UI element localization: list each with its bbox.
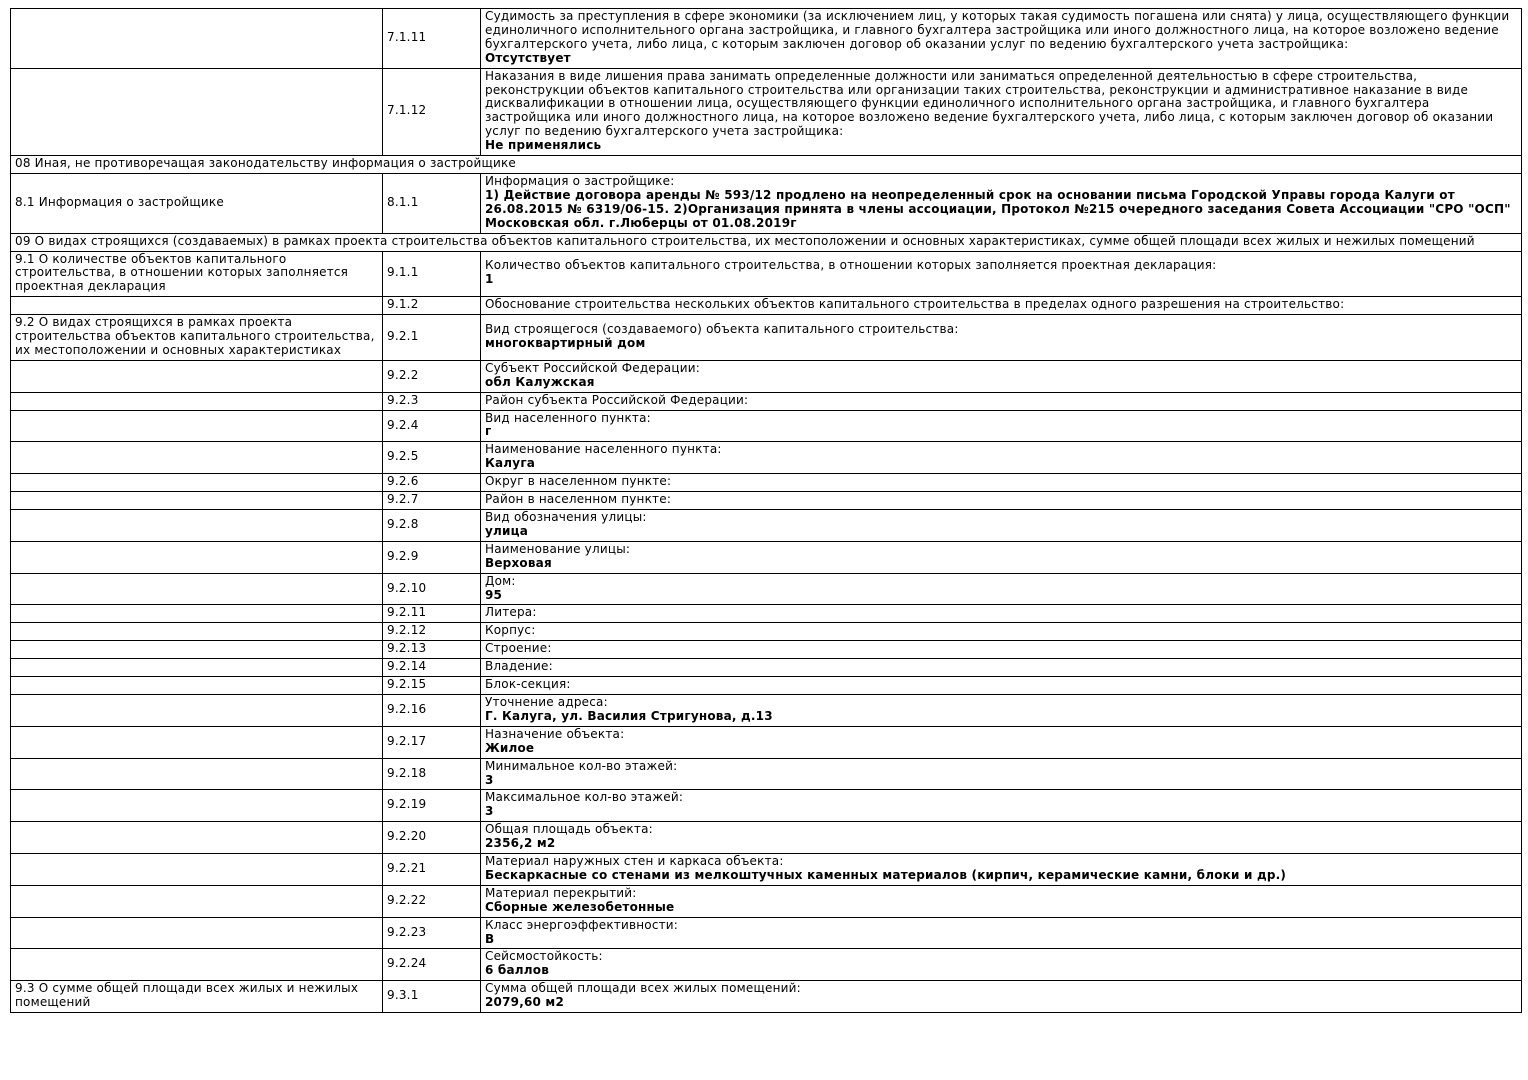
row-section-label [11, 949, 383, 981]
table-row [11, 659, 1522, 677]
table-row [11, 981, 1522, 1013]
row-content-cell [481, 623, 1522, 641]
row-item-code: 9.2.18 [383, 758, 481, 790]
row-content-cell [481, 677, 1522, 695]
row-content-cell [481, 9, 1522, 69]
field-value: 6 баллов [485, 963, 550, 978]
field-value: 1 [485, 272, 494, 287]
field-label: Сейсмостойкость: [485, 949, 603, 964]
table-row [11, 726, 1522, 758]
row-section-label [11, 68, 383, 155]
row-section-label [11, 822, 383, 854]
row-content-cell [481, 641, 1522, 659]
field-label: Материал наружных стен и каркаса объекта: [485, 854, 784, 869]
row-item-code: 9.2.15 [383, 677, 481, 695]
row-item-code: 9.2.1 [383, 315, 481, 361]
row-content-cell [481, 981, 1522, 1013]
row-item-code: 9.2.10 [383, 573, 481, 605]
section-header-row [11, 156, 1522, 174]
row-content-cell [481, 297, 1522, 315]
table-row [11, 297, 1522, 315]
field-label: Наказания в виде лишения права занимать определенные должности или заниматься определенной деятельностью в сфере строительства, реконструкции объектов капитального строительства или организации таких строительства, реконструкции и административное наказание в виде дисквалификации в отношении лица, осуществляющего функции единоличного исполнительного органа застройщика, и главного бухгалтера застройщика или иного должностного лица, на которое возложено ведение бухгалтерского учета, либо лица, с которым заключен договор об оказании услуг по ведению бухгалтерского учета застройщика: [485, 68, 1494, 139]
field-value: 3 [485, 772, 494, 787]
field-value: Не применялись [485, 138, 602, 153]
row-content-cell [481, 541, 1522, 573]
row-section-label [11, 623, 383, 641]
row-item-code: 9.2.21 [383, 854, 481, 886]
section-header-row [11, 233, 1522, 251]
section-header: 08 Иная, не противоречащая законодательству информация о застройщике [11, 156, 1522, 174]
field-label: Вид обозначения улицы: [485, 510, 647, 524]
field-value: 95 [485, 587, 503, 602]
table-row [11, 474, 1522, 492]
row-item-code: 7.1.12 [383, 68, 481, 155]
row-section-label [11, 885, 383, 917]
row-content-cell [481, 726, 1522, 758]
table-row [11, 641, 1522, 659]
field-label: Сумма общей площади всех жилых помещений: [485, 981, 801, 996]
row-item-code: 9.2.22 [383, 885, 481, 917]
row-item-code: 9.2.5 [383, 442, 481, 474]
row-item-code: 9.2.23 [383, 917, 481, 949]
row-content-cell [481, 474, 1522, 492]
field-value: 1) Действие договора аренды № 593/12 продлено на неопределенный срок на основании письма Городской Управы города Калуги от 26.08.2015 № 6319/06-15. 2)Организация принята в члены ассоциации, Протокол №215 очередного заседания Совета Ассоциации "СРО "ОСП" Московская обл. г.Люберцы от 01.08.2019г [485, 187, 1511, 230]
row-item-code: 9.2.11 [383, 605, 481, 623]
field-label: Количество объектов капитального строительства, в отношении которых заполняется проектная декларация: [485, 258, 1217, 273]
row-content-cell [481, 659, 1522, 677]
row-content-cell [481, 822, 1522, 854]
row-content-cell [481, 573, 1522, 605]
field-value: многоквартирный дом [485, 335, 646, 350]
row-item-code: 9.2.2 [383, 360, 481, 392]
row-section-label [11, 917, 383, 949]
field-label: Субъект Российской Федерации: [485, 360, 700, 375]
field-label: Назначение объекта: [485, 726, 625, 741]
table-row [11, 758, 1522, 790]
row-content-cell [481, 854, 1522, 886]
field-label: Литера: [485, 605, 537, 620]
row-content-cell [481, 410, 1522, 442]
row-item-code: 9.1.1 [383, 251, 481, 297]
row-item-code: 9.2.4 [383, 410, 481, 442]
row-item-code: 9.2.16 [383, 694, 481, 726]
row-section-label [11, 854, 383, 886]
field-label: Строение: [485, 641, 552, 656]
field-label: Уточнение адреса: [485, 694, 608, 709]
row-item-code: 9.3.1 [383, 981, 481, 1013]
field-value: 2356,2 м2 [485, 836, 556, 851]
field-value: Верховая [485, 555, 552, 570]
field-value: обл Калужская [485, 374, 595, 389]
row-item-code: 9.2.7 [383, 492, 481, 510]
table-row [11, 173, 1522, 233]
row-section-label: 9.3 О сумме общей площади всех жилых и нежилых помещений [11, 981, 383, 1013]
field-label: Район субъекта Российской Федерации: [485, 392, 749, 407]
table-row [11, 410, 1522, 442]
field-value: В [485, 931, 495, 946]
table-row [11, 573, 1522, 605]
row-content-cell [481, 173, 1522, 233]
field-label: Общая площадь объекта: [485, 822, 653, 837]
field-label: Владение: [485, 659, 553, 674]
row-content-cell [481, 68, 1522, 155]
row-item-code: 9.2.17 [383, 726, 481, 758]
field-value: Бескаркасные со стенами из мелкоштучных каменных материалов (кирпич, керамические камни, блоки и др.) [485, 867, 1287, 882]
field-value: Сборные железобетонные [485, 899, 675, 914]
row-content-cell [481, 917, 1522, 949]
table-row [11, 790, 1522, 822]
row-item-code: 9.2.9 [383, 541, 481, 573]
declaration-table [10, 8, 1522, 1013]
field-value: Жилое [485, 740, 535, 755]
row-section-label: 9.1 О количестве объектов капитального строительства, в отношении которых заполняется проектная декларация [11, 251, 383, 297]
field-value: 3 [485, 804, 494, 819]
row-section-label [11, 392, 383, 410]
row-section-label [11, 297, 383, 315]
table-row [11, 677, 1522, 695]
field-value: Г. Калуга, ул. Василия Стригунова, д.13 [485, 708, 773, 723]
row-section-label [11, 641, 383, 659]
table-row [11, 315, 1522, 361]
table-row [11, 822, 1522, 854]
field-label: Корпус: [485, 623, 536, 638]
field-label: Материал перекрытий: [485, 885, 637, 900]
row-section-label [11, 541, 383, 573]
table-row [11, 541, 1522, 573]
table-row [11, 392, 1522, 410]
row-item-code: 8.1.1 [383, 173, 481, 233]
table-row [11, 492, 1522, 510]
table-row [11, 442, 1522, 474]
row-content-cell [481, 758, 1522, 790]
field-label: Вид строящегося (создаваемого) объекта капитального строительства: [485, 322, 959, 337]
row-content-cell [481, 251, 1522, 297]
row-content-cell [481, 605, 1522, 623]
row-section-label: 9.2 О видах строящихся в рамках проекта строительства объектов капитального строительства, их местоположении и основных характеристиках [11, 315, 383, 361]
field-value: Калуга [485, 456, 536, 471]
field-label: Класс энергоэффективности: [485, 917, 679, 932]
field-label: Дом: [485, 573, 516, 588]
row-section-label [11, 492, 383, 510]
row-section-label [11, 360, 383, 392]
section-header: 09 О видах строящихся (создаваемых) в рамках проекта строительства объектов капитального строительства, их местоположении и основных характеристиках, сумме общей площади всех жилых и нежилых помещений [11, 233, 1522, 251]
row-item-code: 9.2.8 [383, 510, 481, 542]
field-value: улица [485, 523, 529, 538]
row-item-code: 7.1.11 [383, 9, 481, 69]
row-section-label [11, 758, 383, 790]
row-item-code: 9.2.14 [383, 659, 481, 677]
declaration-table-body [11, 9, 1522, 1013]
field-label: Максимальное кол-во этажей: [485, 790, 684, 805]
row-section-label [11, 694, 383, 726]
table-row [11, 623, 1522, 641]
field-label: Вид населенного пункта: [485, 410, 651, 425]
row-item-code: 9.2.19 [383, 790, 481, 822]
row-content-cell [481, 949, 1522, 981]
row-item-code: 9.2.20 [383, 822, 481, 854]
table-row [11, 9, 1522, 69]
row-section-label [11, 9, 383, 69]
field-value: Отсутствует [485, 50, 571, 65]
row-section-label [11, 474, 383, 492]
row-section-label [11, 510, 383, 542]
row-content-cell [481, 492, 1522, 510]
row-item-code: 9.2.3 [383, 392, 481, 410]
row-content-cell [481, 392, 1522, 410]
row-section-label [11, 659, 383, 677]
table-row [11, 949, 1522, 981]
table-row [11, 510, 1522, 542]
field-label: Наименование улицы: [485, 541, 631, 556]
field-label: Минимальное кол-во этажей: [485, 758, 678, 773]
row-content-cell [481, 510, 1522, 542]
row-content-cell [481, 694, 1522, 726]
row-section-label [11, 442, 383, 474]
row-section-label [11, 573, 383, 605]
row-content-cell [481, 790, 1522, 822]
row-section-label [11, 410, 383, 442]
field-label: Наименование населенного пункта: [485, 442, 722, 457]
table-row [11, 694, 1522, 726]
field-label: Блок-секция: [485, 677, 571, 692]
field-value: г [485, 424, 492, 439]
row-item-code: 9.2.13 [383, 641, 481, 659]
row-section-label: 8.1 Информация о застройщике [11, 173, 383, 233]
row-section-label [11, 605, 383, 623]
field-label: Обоснование строительства нескольких объектов капитального строительства в пределах одного разрешения на строительство: [485, 297, 1345, 312]
field-label: Судимость за преступления в сфере экономики (за исключением лиц, у которых такая судимость погашена или снята) у лица, осуществляющего функции единоличного исполнительного органа застройщика, и главного бухгалтера застройщика или иного должностного лица, на которое возложено ведение бухгалтерского учета, либо лица, с которым заключен договор об оказании услуг по ведению бухгалтерского учета застройщика: [485, 9, 1510, 51]
table-row [11, 885, 1522, 917]
table-row [11, 251, 1522, 297]
field-value: 2079,60 м2 [485, 995, 564, 1010]
row-item-code: 9.1.2 [383, 297, 481, 315]
row-section-label [11, 677, 383, 695]
field-label: Информация о застройщике: [485, 173, 675, 188]
row-content-cell [481, 885, 1522, 917]
table-row [11, 68, 1522, 155]
row-section-label [11, 726, 383, 758]
table-row [11, 917, 1522, 949]
row-content-cell [481, 315, 1522, 361]
row-content-cell [481, 442, 1522, 474]
row-item-code: 9.2.24 [383, 949, 481, 981]
row-section-label [11, 790, 383, 822]
field-label: Округ в населенном пункте: [485, 474, 672, 489]
row-content-cell [481, 360, 1522, 392]
row-item-code: 9.2.12 [383, 623, 481, 641]
row-item-code: 9.2.6 [383, 474, 481, 492]
table-row [11, 360, 1522, 392]
table-row [11, 605, 1522, 623]
table-row [11, 854, 1522, 886]
field-label: Район в населенном пункте: [485, 492, 672, 507]
